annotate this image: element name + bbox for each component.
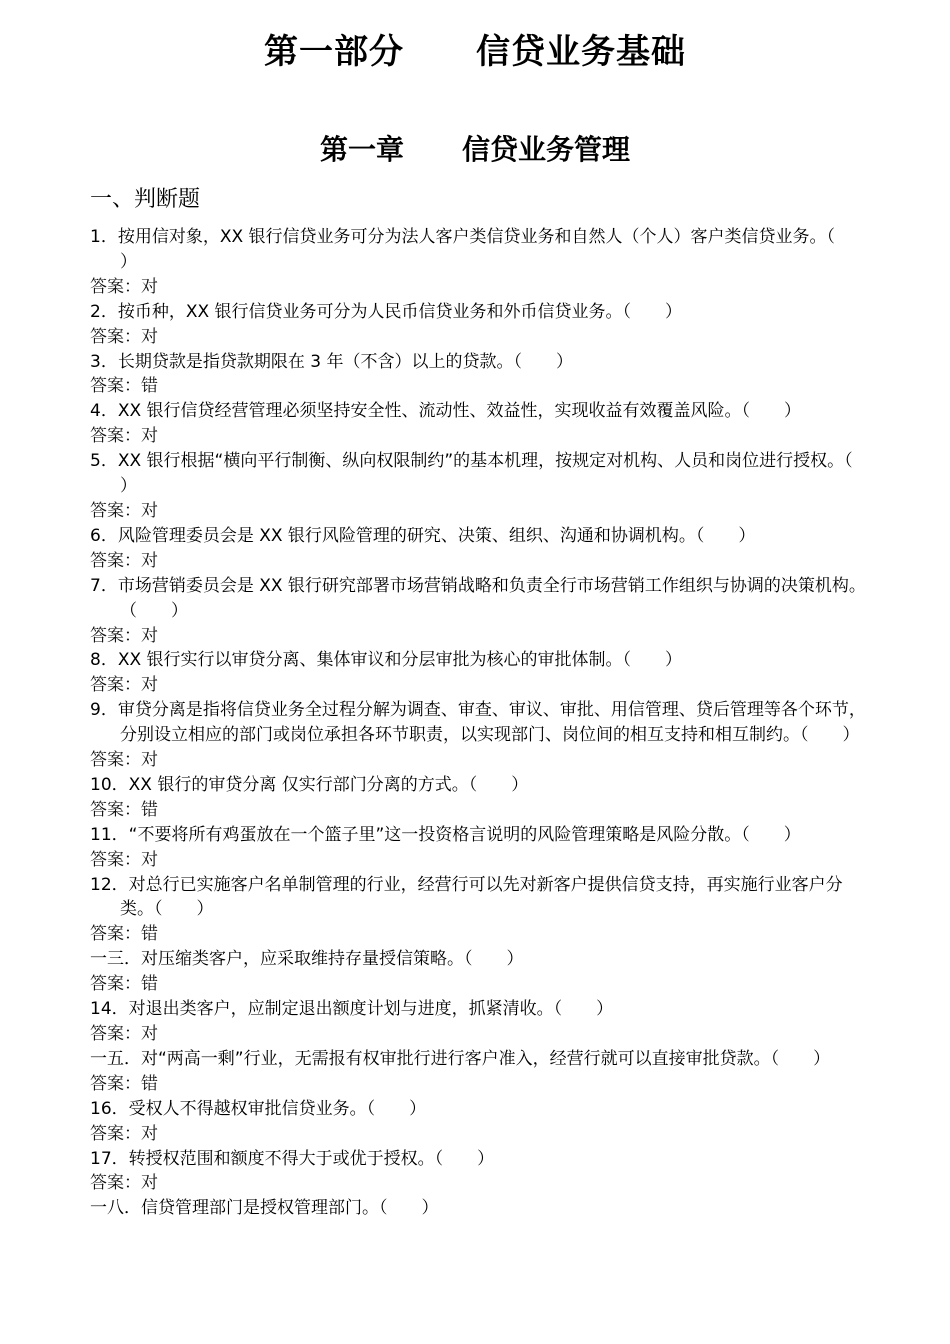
question-item-2 [90, 300, 870, 350]
question-text: 14．对退出类客户，应制定退出额度计划与进度，抓紧清收。（ ） [90, 999, 614, 1020]
question-text: 7．市场营销委员会是 XX 银行研究部署市场营销战略和负责全行市场营销工作组织与协调的决策机构。（ ） [90, 575, 866, 621]
answer-text: 答案：错 [90, 924, 158, 945]
answer-text: 答案：错 [90, 1073, 158, 1094]
question-item-8 [90, 648, 870, 698]
answer-text: 答案：对 [90, 1024, 158, 1044]
question-text: 1．按用信对象，XX 银行信贷业务可分为法人客户类信贷业务和自然人（个人）客户类信贷业务。（ ） [90, 227, 870, 272]
question-text: 9．审贷分离是指将信贷业务全过程分解为调查、审查、审议、审批、用信管理、贷后管理等各个环节，分别设立相应的部门或岗位承担各环节职责，以实现部门、岗位间的相互支持和相互制约。（ ） [90, 700, 866, 746]
answer-text: 答案：对 [90, 500, 158, 521]
answer-text: 答案：对 [90, 675, 158, 696]
chapter-title [0, 130, 950, 170]
answer-text: 答案：错 [90, 799, 158, 820]
answer-text: 答案：对 [90, 550, 158, 571]
answer-text: 答案：对 [90, 849, 158, 870]
question-text: 10．XX 银行的审贷分离 仅实行部门分离的方式。（ ） [90, 774, 529, 795]
question-item-18 [90, 1196, 870, 1221]
question-item-16 [90, 1097, 870, 1147]
question-text: 3．长期贷款是指贷款期限在 3 年（不含）以上的贷款。（ ） [90, 351, 573, 372]
question-item-1 [90, 225, 870, 300]
chapter-title-label: 第一章 [319, 133, 404, 166]
question-item-3 [90, 350, 870, 400]
question-item-13 [90, 947, 870, 997]
question-text: 17．转授权范围和额度不得大于或优于授权。（ ） [90, 1148, 495, 1169]
answer-text: 答案：对 [90, 1123, 158, 1144]
question-text: 5．XX 银行根据“横向平行制衡、纵向权限制约”的基本机理，按规定对机构、人员和岗位进行授权。（ ） [90, 451, 887, 497]
answer-text: 答案：对 [90, 625, 158, 646]
question-item-10 [90, 773, 870, 823]
question-text: 一五．对“两高一剩”行业，无需报有权审批行进行客户准入，经营行就可以直接审批贷款。（ ） [90, 1048, 831, 1069]
question-item-6 [90, 524, 870, 574]
part-title [0, 28, 950, 76]
answer-text: 答案：对 [90, 1173, 158, 1194]
section-heading: 一、判断题 [90, 187, 201, 212]
question-text: 11．“不要将所有鸡蛋放在一个篮子里”这一投资格言说明的风险管理策略是风险分散。（ ） [90, 824, 801, 845]
question-item-14 [90, 997, 870, 1047]
chapter-title-name: 信贷业务管理 [462, 133, 631, 166]
answer-text: 答案：对 [90, 750, 158, 771]
question-text: 4．XX 银行信贷经营管理必须坚持安全性、流动性、效益性，实现收益有效覆盖风险。（ ） [90, 401, 802, 422]
question-text: 2．按币种，XX 银行信贷业务可分为人民币信贷业务和外币信贷业务。（ ） [90, 301, 683, 322]
answer-text: 答案：对 [90, 426, 158, 447]
question-item-17 [90, 1147, 870, 1197]
question-item-9 [90, 698, 870, 773]
answer-text: 答案：对 [90, 276, 158, 297]
question-item-15 [90, 1047, 870, 1097]
part-title-name: 信贷业务基础 [476, 32, 686, 72]
answer-text: 答案：对 [90, 326, 158, 347]
question-item-5 [90, 449, 887, 524]
answer-text: 答案：错 [90, 376, 158, 397]
question-text: 一三．对压缩类客户，应采取维持存量授信策略。（ ） [90, 949, 524, 970]
answer-text: 答案：错 [90, 974, 158, 995]
part-title-label: 第一部分 [264, 32, 404, 72]
question-text: 12．对总行已实施客户名单制管理的行业，经营行可以先对新客户提供信贷支持，再实施行业客户分类。（ ） [90, 874, 843, 920]
question-item-12 [90, 873, 870, 948]
question-text: 8．XX 银行实行以审贷分离、集体审议和分层审批为核心的审批体制。（ ） [90, 650, 683, 671]
question-list [90, 225, 887, 1221]
question-text: 一八．信贷管理部门是授权管理部门。（ ） [90, 1198, 439, 1219]
question-item-7 [90, 574, 870, 649]
question-item-11 [90, 823, 870, 873]
question-text: 6．风险管理委员会是 XX 银行风险管理的研究、决策、组织、沟通和协调机构。（ ） [90, 525, 756, 546]
question-item-4 [90, 399, 870, 449]
question-text: 16．受权人不得越权审批信贷业务。（ ） [90, 1098, 427, 1119]
